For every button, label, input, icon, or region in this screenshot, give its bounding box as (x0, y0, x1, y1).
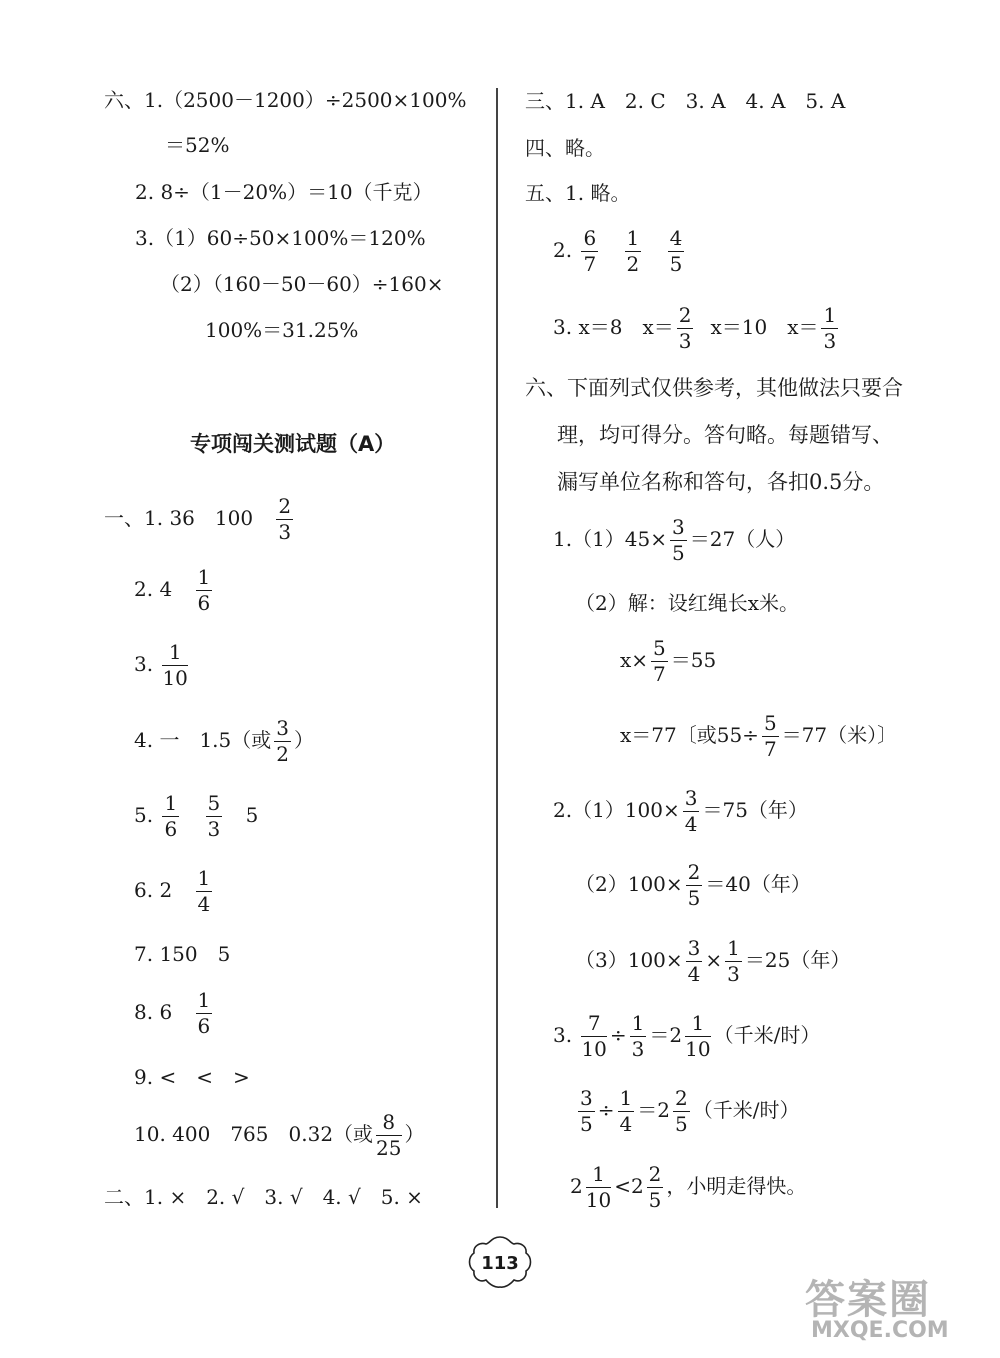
answer-1-8-text: 8. 6 (134, 1000, 173, 1024)
fraction (651, 638, 668, 685)
answer-r3-1-text: 3. (553, 1023, 573, 1047)
denominator: 6 (197, 1014, 211, 1038)
less-than-mixed: <2 (614, 1174, 644, 1198)
numerator: 2 (278, 494, 292, 518)
answer-1-3-text: 3. (134, 652, 154, 676)
fraction (376, 1112, 401, 1159)
answer-6-1-line2: ＝52% (165, 133, 230, 157)
answer-6-note-line3: 漏写单位名称和答句，各扣0.5分。 (557, 470, 885, 494)
answer-r1-1 (553, 517, 795, 564)
denominator: 3 (631, 1037, 645, 1061)
denominator: 4 (687, 962, 701, 986)
fraction (677, 305, 694, 352)
answer-1-3 (134, 642, 191, 689)
answer-6-3-line2: （2）（160－50－60）÷160× (160, 272, 444, 296)
answer-r2-1-result: ＝75（年） (702, 798, 808, 822)
denominator: 5 (669, 252, 683, 276)
numerator: 3 (684, 786, 698, 810)
answer-5-3-text: 3. x＝8 x＝ (553, 315, 674, 339)
answer-r3-1 (553, 1013, 820, 1060)
denominator: 10 (162, 666, 188, 690)
denominator: 5 (580, 1112, 593, 1136)
denominator: 5 (687, 886, 701, 910)
fraction (578, 1088, 595, 1135)
answer-r2-2-result: ＝40（年） (705, 872, 811, 896)
answer-r3-2 (575, 1088, 799, 1135)
answer-1-2 (134, 567, 215, 614)
answer-1-6 (134, 868, 215, 915)
watermark-url: MXQE.COM (811, 1318, 949, 1343)
answer-5-2-text: 2. (553, 238, 573, 262)
answer-r1-1-result: ＝27（人） (689, 527, 796, 551)
answer-6-note-line2: 理，均可得分。答句略。每题错写、 (557, 423, 893, 447)
fraction (581, 228, 598, 275)
answer-r2-3 (575, 938, 850, 985)
numerator: 1 (164, 791, 178, 815)
answer-6-3-line3: 100%＝31.25% (205, 318, 359, 342)
watermark-text: 答案圈 (805, 1277, 931, 1323)
numerator: 1 (197, 988, 211, 1012)
fraction (162, 793, 179, 840)
answer-1-5-value: 5 (245, 803, 259, 827)
numerator: 1 (626, 226, 640, 250)
answer-5-2 (553, 228, 687, 275)
numerator: 5 (653, 636, 666, 660)
page-number-badge (464, 1233, 536, 1291)
numerator: 3 (672, 515, 685, 539)
fraction (683, 788, 700, 835)
numerator: 3 (580, 1086, 593, 1110)
fraction (196, 567, 213, 614)
mixed-whole: 2 (570, 1174, 583, 1198)
answer-r1-1-text: 1.（1）45× (553, 527, 668, 551)
denominator: 6 (164, 817, 178, 841)
answer-r2-2-text: （2）100× (575, 872, 683, 896)
fraction (196, 868, 213, 915)
fraction (274, 718, 291, 765)
answer-1-8 (134, 990, 215, 1037)
fraction (685, 1013, 710, 1060)
denominator: 7 (653, 662, 666, 686)
times-sign: × (705, 948, 723, 972)
conclusion-text: ，小明走得快。 (666, 1174, 807, 1198)
answer-6-3-line1: 3.（1）60÷50×100%＝120% (135, 226, 426, 250)
answer-1-7: 7. 150 5 (134, 942, 231, 966)
denominator: 2 (276, 742, 289, 766)
answer-2: 二、1. × 2. √ 3. √ 4. √ 5. × (104, 1185, 423, 1209)
answer-1-10-close: ） (404, 1122, 425, 1146)
fraction (686, 938, 703, 985)
fraction (670, 517, 687, 564)
numerator: 1 (197, 866, 211, 890)
numerator: 3 (276, 716, 289, 740)
fraction (625, 228, 642, 275)
denominator: 5 (648, 1188, 662, 1212)
answer-1-6-text: 6. 2 (134, 878, 173, 902)
unit-text: （千米/时） (692, 1098, 800, 1122)
fraction (196, 990, 213, 1037)
numerator: 1 (619, 1086, 633, 1110)
denominator: 3 (823, 329, 837, 353)
answer-r3-3 (570, 1164, 806, 1211)
fraction (581, 1013, 606, 1060)
numerator: 1 (631, 1011, 645, 1035)
numerator: 2 (648, 1162, 662, 1186)
answer-r1-3 (620, 638, 716, 685)
answer-r2-1-text: 2.（1）100× (553, 798, 680, 822)
numerator: 1 (197, 565, 211, 589)
numerator: 2 (687, 860, 701, 884)
answer-1-5-text: 5. (134, 803, 154, 827)
numerator: 1 (727, 936, 740, 960)
denominator: 6 (197, 591, 211, 615)
numerator: 1 (162, 642, 187, 666)
answer-r1-2: （2）解：设红绳长x米。 (575, 591, 800, 615)
answer-1-4-close: ） (293, 728, 314, 752)
fraction (206, 793, 223, 840)
denominator: 2 (626, 252, 640, 276)
answer-r1-3-result: ＝55 (670, 648, 717, 672)
fraction (618, 1088, 635, 1135)
answer-r2-3-text: （3）100× (575, 948, 683, 972)
divide-sign: ÷ (609, 1023, 627, 1047)
answer-r2-2 (575, 862, 811, 909)
denominator: 5 (672, 541, 685, 565)
fraction (762, 713, 779, 760)
answer-5-1: 五、1. 略。 (525, 181, 631, 205)
denominator: 4 (619, 1112, 633, 1136)
denominator: 7 (583, 252, 597, 276)
denominator: 10 (585, 1188, 612, 1212)
answer-1-2-text: 2. 4 (134, 577, 173, 601)
numerator: 1 (823, 303, 837, 327)
answer-6-note-line1: 六、下面列式仅供参考，其他做法只要合 (525, 376, 903, 400)
denominator: 4 (684, 812, 698, 836)
numerator: 5 (207, 791, 221, 815)
answer-1-10 (134, 1112, 425, 1159)
fraction (586, 1164, 611, 1211)
numerator: 5 (763, 711, 777, 735)
answer-r1-4 (620, 713, 897, 760)
numerator: 3 (687, 936, 701, 960)
answer-5-3 (553, 305, 841, 352)
numerator: 1 (586, 1164, 611, 1188)
answer-1-9: 9. < < > (134, 1065, 250, 1089)
answer-1-4 (134, 718, 314, 765)
answer-5-3-mid: x＝10 x＝ (710, 315, 819, 339)
answer-1-5 (134, 793, 258, 840)
answer-r1-3-text: x× (620, 648, 649, 672)
divide-sign: ÷ (597, 1098, 615, 1122)
denominator: 3 (727, 962, 740, 986)
denominator: 4 (197, 892, 211, 916)
fraction (668, 228, 685, 275)
fraction (647, 1164, 664, 1211)
denominator: 3 (678, 329, 692, 353)
answer-r1-4-text: x＝77〔或55÷ (620, 723, 759, 747)
fraction (725, 938, 742, 985)
denominator: 25 (376, 1136, 402, 1160)
fraction (821, 305, 838, 352)
answer-1-1 (104, 496, 296, 543)
answer-r2-1 (553, 788, 808, 835)
answer-6-2: 2. 8÷（1－20%）＝10（千克） (135, 180, 433, 204)
numerator: 8 (376, 1112, 401, 1136)
fraction (673, 1088, 690, 1135)
answer-4: 四、略。 (525, 136, 605, 160)
fraction (162, 642, 187, 689)
answer-1-1-text: 一、1. 36 100 (104, 506, 254, 530)
denominator: 10 (581, 1037, 607, 1061)
page-number: 113 (481, 1253, 519, 1274)
denominator: 7 (763, 737, 777, 761)
fraction (686, 862, 703, 909)
answer-3: 三、1. A 2. C 3. A 4. A 5. A (525, 89, 846, 113)
fraction (630, 1013, 647, 1060)
denominator: 3 (207, 817, 221, 841)
answer-6-1-line1: 六、1.（2500－1200）÷2500×100% (104, 88, 467, 112)
column-divider (496, 88, 498, 1208)
fraction (276, 496, 293, 543)
answer-1-10-text: 10. 400 765 0.32（或 (134, 1122, 374, 1146)
section-title: 专项闯关测试题（A） (190, 432, 396, 456)
denominator: 3 (278, 520, 292, 544)
numerator: 2 (678, 303, 692, 327)
denominator: 5 (674, 1112, 688, 1136)
numerator: 2 (674, 1086, 688, 1110)
denominator: 10 (685, 1037, 711, 1061)
numerator: 7 (581, 1013, 606, 1037)
equals-mixed: ＝2 (649, 1023, 683, 1047)
numerator: 4 (669, 226, 683, 250)
watermark-logo (805, 1268, 990, 1348)
answer-1-4-text: 4. 一 1.5（或 (134, 728, 272, 752)
answer-r2-3-result: ＝25（年） (744, 948, 851, 972)
numerator: 6 (583, 226, 597, 250)
unit-text: （千米/时） (713, 1023, 821, 1047)
answer-r1-4-result: ＝77（米）〕 (781, 723, 898, 747)
numerator: 1 (685, 1013, 710, 1037)
equals-mixed: ＝2 (637, 1098, 670, 1122)
